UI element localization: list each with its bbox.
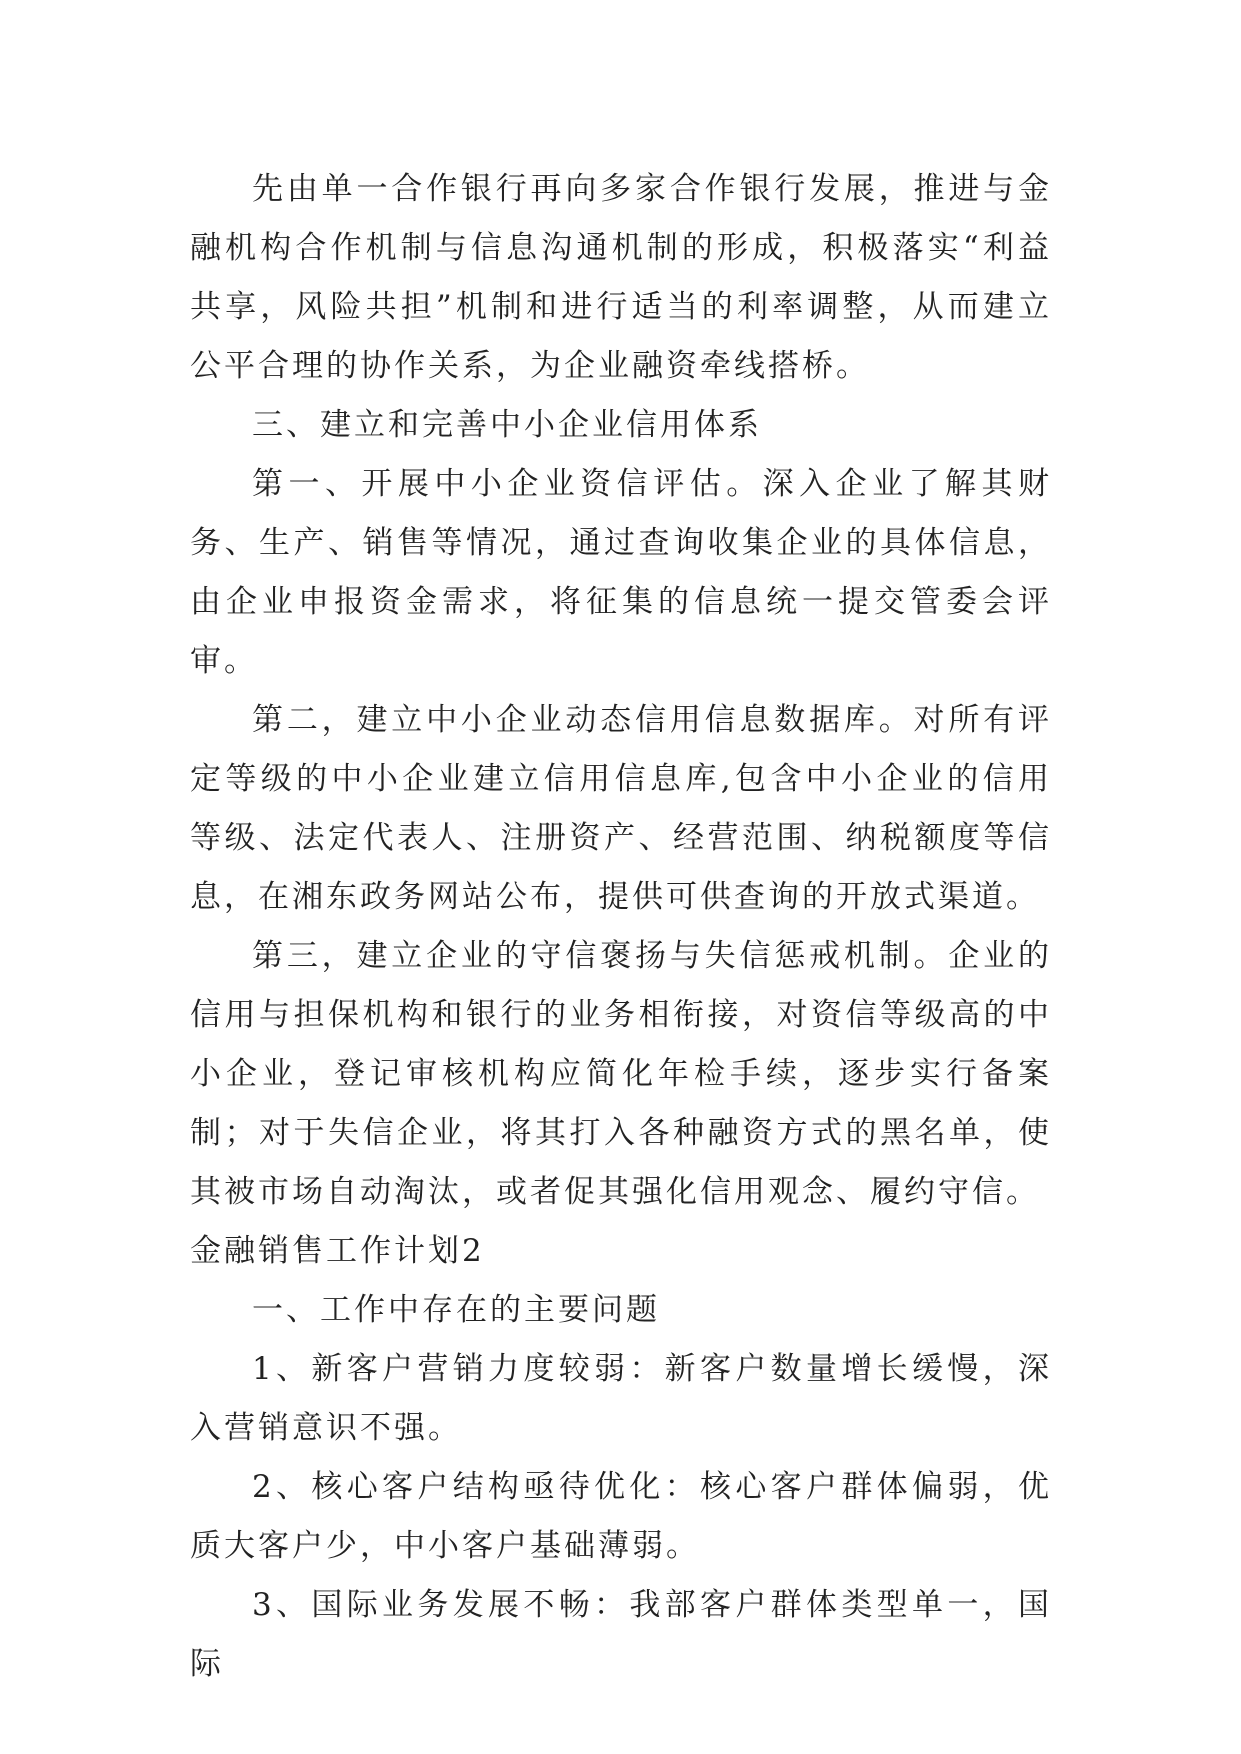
section-heading-credit-system: 三、建立和完善中小企业信用体系 bbox=[252, 407, 762, 443]
list-item-core-customers: 2、核心客户结构亟待优化：核心客户群体偏弱，优质大客户少，中小客户基础薄弱。 bbox=[190, 1469, 1052, 1564]
paragraph-credit-database: 第二，建立中小企业动态信用信息数据库。对所有评定等级的中小企业建立信用信息库,包含中小企业的信用等级、法定代表人、注册资产、经营范围、纳税额度等信息，在湘东政务网站公布，提供可供查询的开放式渠道。 bbox=[190, 702, 1052, 915]
list-item-new-customers: 1、新客户营销力度较弱：新客户数量增长缓慢，深入营销意识不强。 bbox=[190, 1351, 1052, 1446]
paragraph-credit-mechanism: 第三，建立企业的守信褒扬与失信惩戒机制。企业的信用与担保机构和银行的业务相衔接，对资信等级高的中小企业，登记审核机构应简化年检手续，逐步实行备案制；对于失信企业，将其打入各种融资方式的黑名单，使其被市场自动淘汰，或者促其强化信用观念、履约守信。 bbox=[190, 938, 1052, 1210]
section-heading-main-problems: 一、工作中存在的主要问题 bbox=[252, 1292, 660, 1328]
paragraph-bank-cooperation: 先由单一合作银行再向多家合作银行发展，推进与金融机构合作机制与信息沟通机制的形成，积极落实“利益共享，风险共担”机制和进行适当的利率调整，从而建立公平合理的协作关系，为企业融资牵线搭桥。 bbox=[190, 171, 1052, 384]
document-body bbox=[190, 160, 1052, 1694]
paragraph-credit-evaluation: 第一、开展中小企业资信评估。深入企业了解其财务、生产、销售等情况，通过查询收集企业的具体信息，由企业申报资金需求，将征集的信息统一提交管委会评审。 bbox=[190, 466, 1052, 679]
document-title-plan-2: 金融销售工作计划2 bbox=[190, 1233, 485, 1269]
list-item-international-business: 3、国际业务发展不畅：我部客户群体类型单一，国际 bbox=[190, 1587, 1052, 1682]
